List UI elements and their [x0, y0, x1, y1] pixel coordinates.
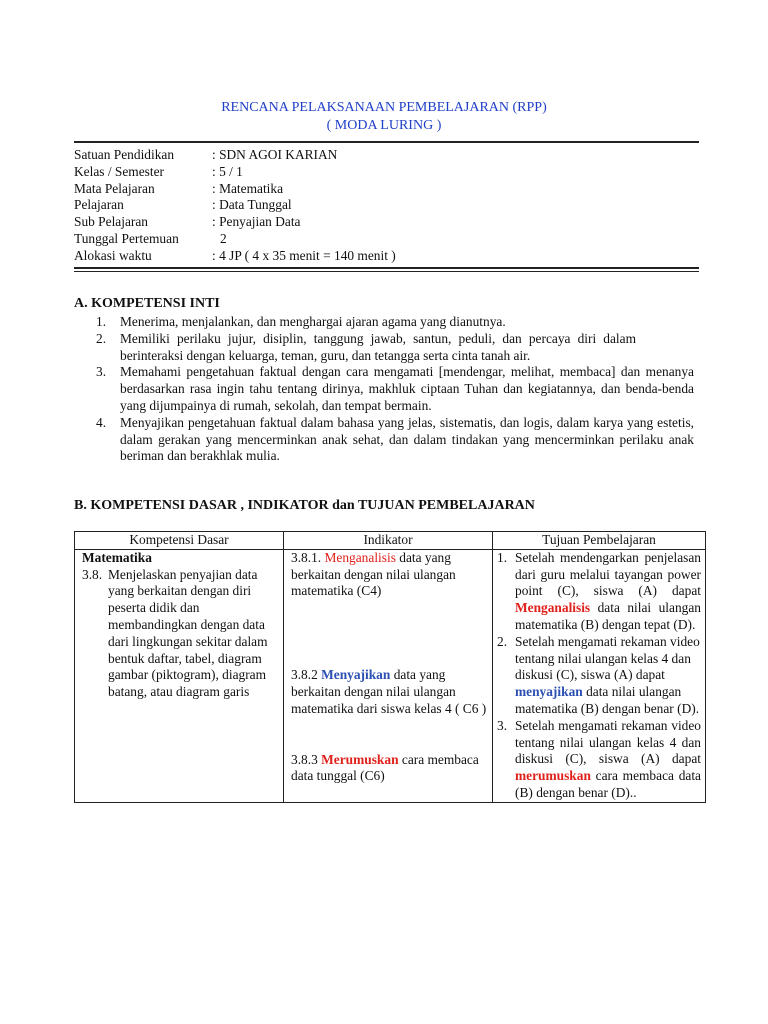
goal-item: [497, 550, 701, 634]
table-header-row: [75, 532, 706, 550]
list-text: Memiliki perilaku jujur, disiplin, tanggung jawab, santun, peduli, dan percaya diri dalam berinteraksi dengan keluarga, teman, guru, dan tetangga serta cinta tanah air.: [120, 330, 636, 363]
goal-item: [497, 718, 701, 802]
info-label: Kelas / Semester: [74, 163, 164, 179]
info-row: [74, 197, 396, 214]
indicator-text: data yang berkaitan dengan nilai ulangan matematika dari siswa kelas 4 ( C6 ): [291, 667, 487, 716]
table-row: [75, 549, 706, 802]
list-item: [96, 314, 694, 331]
info-row: [74, 231, 396, 248]
list-number: 1.: [96, 314, 107, 329]
kd-number: 3.8.: [82, 566, 103, 582]
goal-verb: merumuskan: [515, 768, 591, 784]
goal-pre: Setelah mendengarkan penjelasan dari guru melalui tayangan power point (C), siswa (A) dapat: [515, 549, 701, 599]
section-b-heading: B. KOMPETENSI DASAR , INDIKATOR dan TUJUAN PEMBELAJARAN: [74, 498, 535, 513]
indicator-verb: Menyajikan: [321, 667, 391, 683]
indicator-code: 3.8.3: [291, 751, 318, 767]
info-row: [74, 181, 396, 198]
info-value: : Matematika: [212, 180, 284, 196]
list-item: [96, 331, 694, 365]
indicator-code: 3.8.1.: [291, 549, 322, 565]
goal-text: [515, 634, 701, 718]
info-value: : Data Tunggal: [212, 197, 292, 213]
list-number: 2.: [96, 330, 107, 346]
indicator-verb: Menganalisis: [324, 549, 396, 565]
doc-subtitle: ( MODA LURING ): [326, 118, 442, 133]
info-row: [74, 164, 396, 181]
info-label: Pelajaran: [74, 197, 124, 213]
list-text: Menyajikan pengetahuan faktual dalam bahasa yang jelas, sistematis, dan logis, dalam karya yang estetis, dalam gerakan yang mencerminkan anak sehat, dan dalam tindakan yang mencerminkan perilaku anak beriman dan berakhlak mulia.: [120, 414, 694, 464]
indicator-item: [291, 752, 488, 786]
info-value: : SDN AGOI KARIAN: [212, 147, 338, 162]
list-number: 3.: [96, 364, 107, 380]
column-header: Kompetensi Dasar: [75, 532, 284, 550]
info-label: Alokasi waktu: [74, 247, 152, 263]
list-text: Menerima, menjalankan, dan menghargai ajaran agama yang dianutnya.: [120, 314, 506, 329]
kd-item: [82, 567, 279, 701]
info-value: : Penyajian Data: [212, 214, 301, 230]
info-label: Mata Pelajaran: [74, 180, 155, 196]
kd-cell: [75, 549, 284, 802]
doc-title: RENCANA PELAKSANAAN PEMBELAJARAN (RPP): [221, 100, 547, 115]
goal-pre: Setelah mengamati rekaman video tentang nilai ulangan kelas 4 dan diskusi (C), siswa (A) dapat: [515, 717, 701, 767]
goal-verb: menyajikan: [515, 684, 583, 700]
kd-table: [74, 531, 706, 803]
kd-subject: Matematika: [82, 549, 152, 565]
info-block: [74, 147, 396, 265]
goal-pre: Setelah mengamati rekaman video tentang nilai ulangan kelas 4 dan diskusi (C), siswa (A) dapat: [515, 633, 700, 683]
indicator-verb: Merumuskan: [321, 751, 399, 767]
indicator-text: cara membaca data tunggal (C6): [291, 751, 479, 784]
info-row: [74, 214, 396, 231]
kd-text: Menjelaskan penyajian data yang berkaitan dengan diri peserta didik dan membandingkan dengan data dari lingkungan sekitar dalam bentuk daftar, tabel, diagram gambar (piktogram), diagram batang, atau diagram garis: [108, 566, 268, 700]
section-a-heading: A. KOMPETENSI INTI: [74, 296, 220, 311]
goal-number: 3.: [497, 717, 508, 733]
goal-post: cara membaca data (B) dengan benar (D)..: [515, 768, 701, 800]
info-value: : 5 / 1: [212, 163, 243, 179]
goal-number: 2.: [497, 633, 508, 649]
indicator-item: [291, 550, 488, 600]
list-number: 4.: [96, 414, 107, 430]
list-item: [96, 364, 694, 414]
goal-post: data nilai ulangan matematika (B) dengan benar (D).: [515, 684, 700, 716]
top-rule: [74, 141, 699, 143]
info-row: [74, 248, 396, 265]
info-label: Tunggal Pertemuan: [74, 230, 179, 246]
indicator-item: [291, 667, 488, 717]
info-row: [74, 147, 396, 164]
goal-verb: Menganalisis: [515, 600, 591, 616]
kompetensi-inti-list: [96, 314, 694, 465]
goal-cell: [493, 549, 706, 802]
info-label: Sub Pelajaran: [74, 214, 149, 230]
info-value: 2: [220, 230, 227, 246]
column-header: Tujuan Pembelajaran: [493, 532, 706, 550]
info-label: Satuan Pendidikan: [74, 147, 175, 162]
bottom-rule: [74, 267, 699, 269]
column-header: Indikator: [284, 532, 493, 550]
goal-number: 1.: [497, 549, 508, 565]
goal-text: [515, 718, 701, 802]
goal-post: data nilai ulangan matematika (B) dengan tepat (D).: [515, 600, 701, 632]
info-value: : 4 JP ( 4 x 35 menit = 140 menit ): [212, 247, 396, 263]
bottom-rule-thin: [74, 271, 699, 272]
list-item: [96, 415, 694, 465]
indicator-text: data yang berkaitan dengan nilai ulangan matematika (C4): [291, 549, 456, 599]
indicator-code: 3.8.2: [291, 667, 318, 683]
indicator-cell: [284, 549, 493, 802]
goal-item: [497, 634, 701, 718]
list-text: Memahami pengetahuan faktual dengan cara mengamati [mendengar, melihat, membaca] dan menanya berdasarkan rasa ingin tahu tentang dirinya, makhluk ciptaan Tuhan dan kegiatannya, dan benda-benda yang dijumpainya di rumah, sekolah, dan tempat bermain.: [120, 364, 694, 413]
goal-text: [515, 550, 701, 634]
